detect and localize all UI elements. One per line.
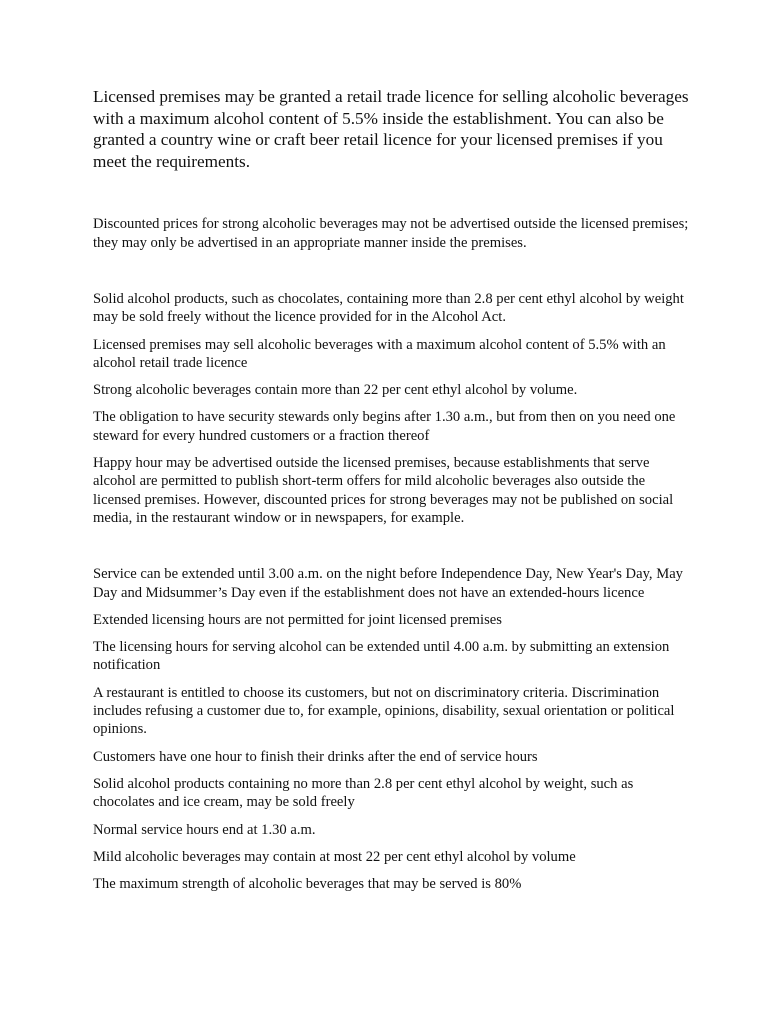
paragraph-happy-hour: Happy hour may be advertised outside the licensed premises, because establishments that serve alcohol are permitted to publish short-term offers for mild alcoholic beverages also outside the licensed premises. However, discounted prices for strong beverages may not be published on social media, in the restaurant window or in newspapers, for example. [93, 455, 674, 526]
paragraph-normal-hours: Normal service hours end at 1.30 a.m. [93, 821, 316, 838]
paragraph-finish-drinks: Customers have one hour to finish their drinks after the end of service hours [93, 748, 538, 765]
paragraph-retail-licence: Licensed premises may sell alcoholic beverages with a maximum alcohol content of 5.5% with an alcohol retail trade licence [93, 336, 666, 371]
paragraph-solid-alcohol-over: Solid alcohol products, such as chocolates, containing more than 2.8 per cent ethyl alcohol by weight may be sold freely without the licence provided for in the Alcohol Act. [93, 290, 684, 326]
paragraph-solid-alcohol-under: Solid alcohol products containing no more than 2.8 per cent ethyl alcohol by weight, such as chocolates and ice cream, may be sold freely [93, 775, 634, 811]
paragraph-advertising-strong: Discounted prices for strong alcoholic beverages may not be advertised outside the licensed premises; they may only be advertised in an appropriate manner inside the premises. [93, 216, 689, 251]
paragraph-maximum-strength: The maximum strength of alcoholic beverages that may be served is 80% [93, 876, 522, 893]
paragraph-extension-notification: The licensing hours for serving alcohol can be extended until 4.00 a.m. by submitting an extension notification [93, 639, 670, 674]
document-page [93, 86, 693, 902]
paragraph-holiday-extension: Service can be extended until 3.00 a.m. on the night before Independence Day, New Year's Day, May Day and Midsummer’s Day even if the establishment does not have an extended-hours licence [93, 566, 683, 601]
paragraph-security-stewards: The obligation to have security stewards only begins after 1.30 a.m., but from then on you need one steward for every hundred customers or a fraction thereof [93, 409, 676, 444]
paragraph-joint-premises: Extended licensing hours are not permitted for joint licensed premises [93, 611, 502, 628]
paragraph-mild-definition: Mild alcoholic beverages may contain at most 22 per cent ethyl alcohol by volume [93, 848, 576, 865]
paragraph-strong-definition: Strong alcoholic beverages contain more than 22 per cent ethyl alcohol by volume. [93, 382, 578, 399]
lead-paragraph: Licensed premises may be granted a retail trade licence for selling alcoholic beverages with a maximum alcohol content of 5.5% inside the establishment. You can also be granted a country wine or craft beer retail licence for your licensed premises if you meet the requirements. [93, 87, 689, 171]
paragraph-discrimination: A restaurant is entitled to choose its customers, but not on discriminatory criteria. Discrimination includes refusing a customer due to, for example, opinions, disability, sexual orientation or political opinions. [93, 684, 675, 738]
